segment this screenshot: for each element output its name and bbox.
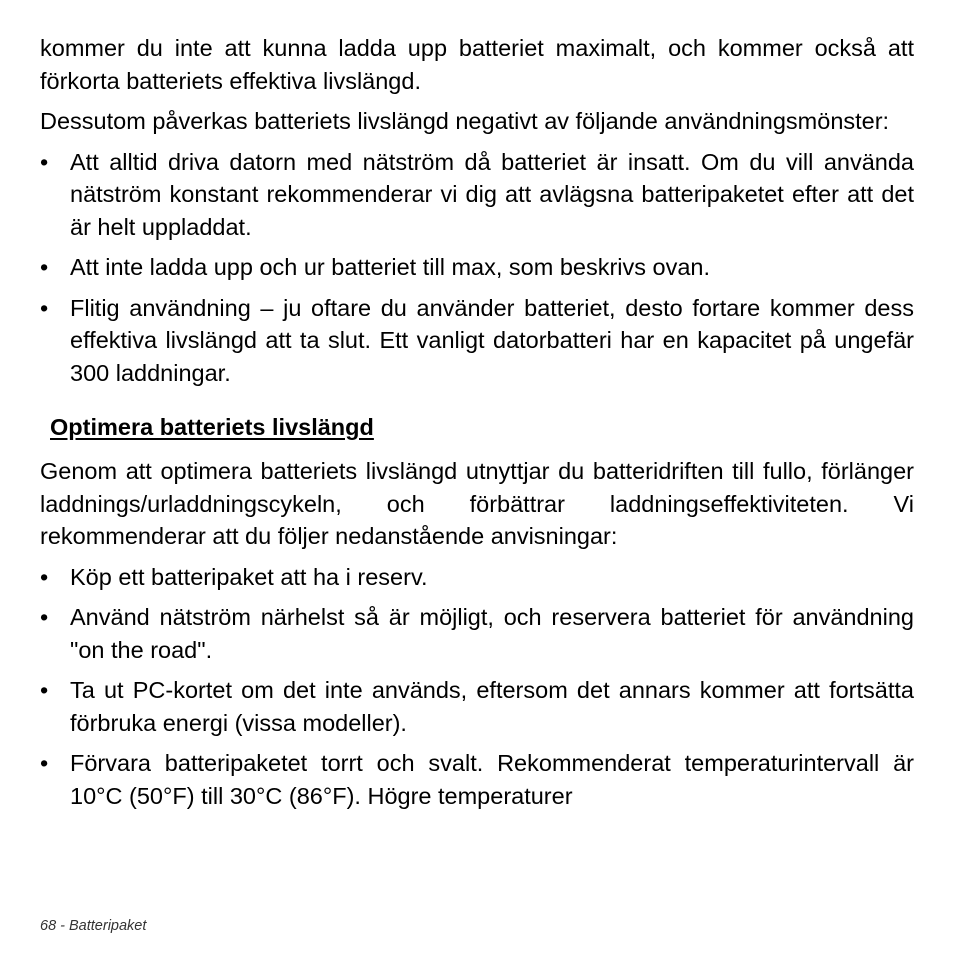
bullet-list-usage [40, 146, 914, 390]
list-item [40, 251, 914, 284]
list-item [40, 674, 914, 739]
bullet-glyph: • [40, 294, 49, 321]
page-footer: 68 - Batteripaket [40, 918, 147, 934]
list-item [40, 747, 914, 812]
list-item-text: Att alltid driva datorn med nätström då batteriet är insatt. Om du vill använda nätström konstant rekommenderar vi dig att avlägsna batteripaketet efter att det är helt uppladdat. [70, 148, 914, 240]
paragraph-continuation: kommer du inte att kunna ladda upp batteriet maximalt, och kommer också att förkorta batteriets effektiva livslängd. [40, 35, 914, 94]
list-item [40, 601, 914, 666]
bullet-glyph: • [40, 254, 49, 280]
bullet-list-recommendations [40, 561, 914, 813]
list-item [40, 146, 914, 244]
list-item [40, 292, 914, 390]
list-item-text: Ta ut PC-kortet om det inte används, eftersom det annars kommer att fortsätta förbruka energi (vissa modeller). [70, 677, 914, 736]
document-body [40, 32, 914, 820]
section-heading: Optimera batteriets livslängd [50, 414, 374, 440]
list-item-text: Att inte ladda upp och ur batteriet till max, som beskrivs ovan. [70, 254, 711, 280]
list-item [40, 561, 914, 594]
section-intro: Genom att optimera batteriets livslängd utnyttjar du batteridriften till fullo, förlänger laddnings/urladdningscykeln, och förbättrar laddningseffektiviteten. Vi rekommenderar att du följer nedanstående anvisningar: [40, 458, 914, 549]
paragraph-usage-patterns: Dessutom påverkas batteriets livslängd negativt av följande användningsmönster: [40, 108, 890, 134]
bullet-glyph: • [40, 677, 49, 703]
bullet-glyph: • [40, 563, 49, 590]
list-item-text: Förvara batteripaketet torrt och svalt. Rekommenderat temperaturintervall är 10°C (50°F) till 30°C (86°F). Högre temperaturer [70, 750, 914, 809]
bullet-glyph: • [40, 148, 49, 175]
list-item-text: Köp ett batteripaket att ha i reserv. [70, 563, 428, 590]
bullet-glyph: • [40, 604, 49, 630]
list-item-text: Flitig användning – ju oftare du använder batteriet, desto fortare kommer dess effektiva livslängd att ta slut. Ett vanligt datorbatteri har en kapacitet på ungefär 300 laddningar. [70, 294, 914, 386]
list-item-text: Använd nätström närhelst så är möjligt, och reservera batteriet för användning "on the road". [70, 604, 914, 663]
bullet-glyph: • [40, 750, 49, 776]
